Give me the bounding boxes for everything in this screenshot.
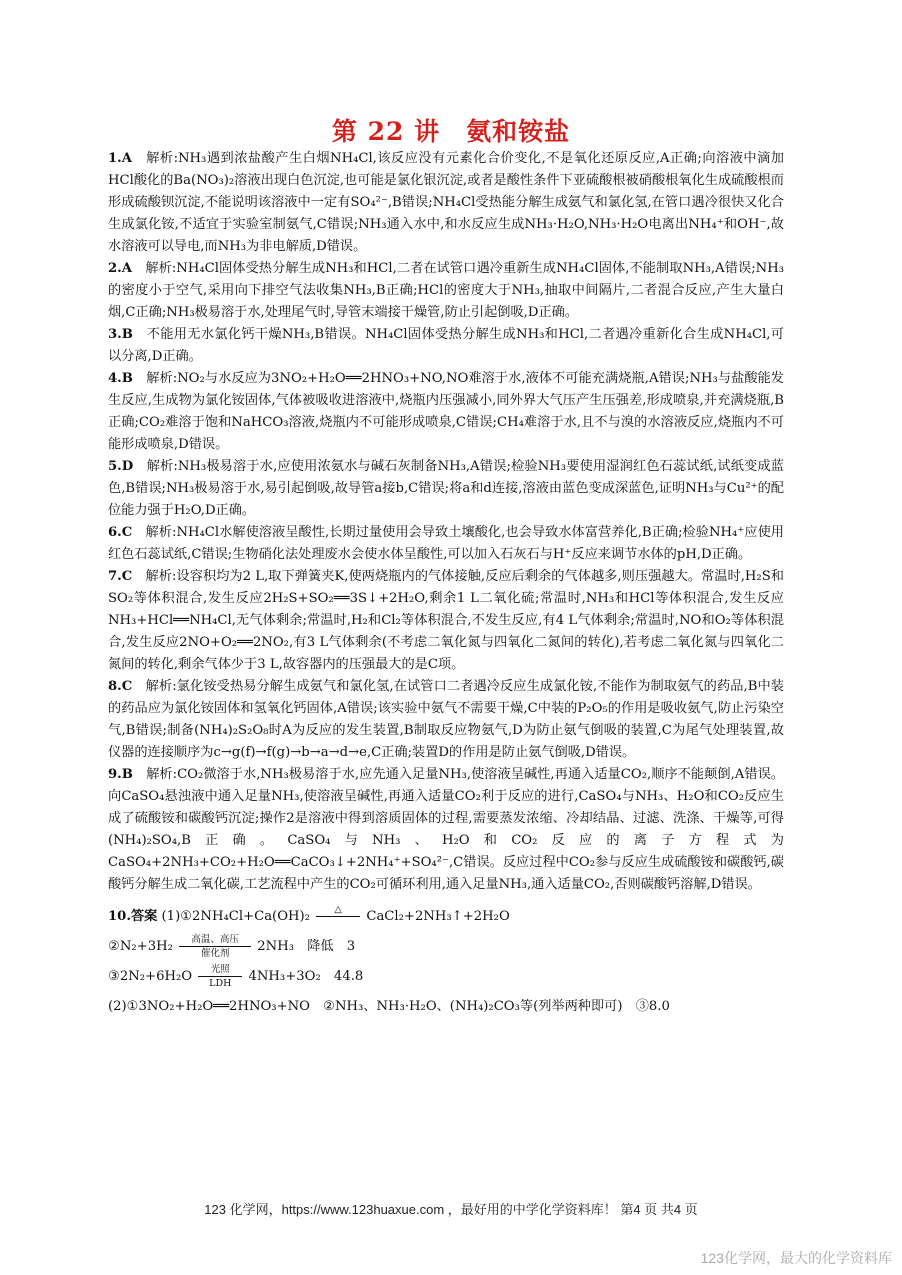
- answer-item-1: [108, 148, 784, 258]
- condition-bottom: LDH: [209, 978, 232, 989]
- equation-left: ②N₂+3H₂: [108, 939, 173, 954]
- reaction-arrow: [198, 976, 242, 977]
- answer-10-line-1: [108, 902, 784, 932]
- reaction-condition: [198, 964, 242, 989]
- item-number: 2.A: [108, 261, 132, 276]
- condition-top: 光照: [210, 964, 230, 975]
- item-number: 6.C: [108, 525, 133, 540]
- item-number: 7.C: [108, 569, 133, 584]
- answer-10-line-2: [108, 932, 784, 962]
- page-title: 第 22 讲 氨和铵盐: [331, 117, 571, 146]
- equation-right: 2NH₃ 降低 3: [257, 939, 356, 954]
- equation-right: CaCl₂+2NH₃↑+2H₂O: [366, 909, 510, 924]
- answer-item-9: [108, 764, 784, 896]
- item-number: 5.D: [108, 459, 134, 474]
- item-number: 3.B: [108, 327, 133, 342]
- answer-item-3: [108, 324, 784, 368]
- item-number: 8.C: [108, 679, 133, 694]
- answer-item-4: [108, 368, 784, 456]
- solution-body: [108, 148, 784, 1022]
- watermark: 123化学网，最大的化学资料库: [700, 1250, 892, 1266]
- item-text: 解析:NH₄Cl水解使溶液呈酸性,长期过量使用会导致土壤酸化,也会导致水体富营养化,B正确;检验NH₄⁺应使用红色石蕊试纸,C错误;生物硝化法处理废水会使水体呈酸性,可以加入石灰石与H⁺反应来调节水体的pH,D正确。: [108, 525, 784, 562]
- answer-10-line-3: [108, 962, 784, 992]
- reaction-arrow: [316, 916, 360, 917]
- item-text: 解析:氯化铵受热易分解生成氨气和氯化氢,在试管口二者遇冷反应生成氯化铵,不能作为制取氨气的药品,B中装的药品应为氯化铵固体和氢氧化钙固体,A错误;该实验中氨气不需要干燥,C中装的P₂O₅的作用是吸收氨气,防止污染空气,B错误;制备(NH₄)₂S₂O₈时A为反应的发生装置,B制取反应物氨气,D为防止氨气倒吸的装置,C为尾气处理装置,故仪器的连接顺序为c→g(f)→f(g)→b→a→d→e,C正确;装置D的作用是防止氨气倒吸,D错误。: [108, 679, 784, 760]
- reaction-condition: [179, 934, 251, 959]
- answer-item-10: [108, 902, 784, 1022]
- answer-item-5: [108, 456, 784, 522]
- equation-left: (1)①2NH₄Cl+Ca(OH)₂: [161, 909, 310, 924]
- condition-top: 高温、高压: [191, 934, 239, 945]
- answer-item-7: [108, 566, 784, 676]
- item-text: 解析:设容积均为2 L,取下弹簧夹K,使两烧瓶内的气体接触,反应后剩余的气体越多,则压强越大。常温时,H₂S和SO₂等体积混合,发生反应2H₂S+SO₂══3S↓+2H₂O,剩余1 L二氧化硫;常温时,NH₃和HCl等体积混合,发生反应NH₃+HCl══NH₄Cl,无气体剩余;常温时,H₂和Cl₂等体积混合,不发生反应,有4 L气体剩余;常温时,NO和O₂等体积混合,发生反应2NO+O₂══2NO₂,有3 L气体剩余(不考虑二氧化氮与四氧化二氮间的转化),若考虑二氧化氮与四氧化二氮间的转化,剩余气体少于3 L,故容器内的压强最大的是C项。: [108, 569, 784, 672]
- item-number: 9.B: [108, 767, 133, 782]
- page-footer: 123 化学网，https://www.123huaxue.com ，最好用的中学化学资料库！ 第4 页 共4 页: [204, 1202, 698, 1217]
- item-text: 解析:NH₃极易溶于水,应使用浓氨水与碱石灰制备NH₃,A错误;检验NH₃要使用湿润红色石蕊试纸,试纸变成蓝色,B错误;NH₃极易溶于水,易引起倒吸,故导管a接b,C错误;将a和d连接,溶液由蓝色变成深蓝色,证明NH₃与Cu²⁺的配位能力强于H₂O,D正确。: [108, 459, 784, 518]
- item-number: 4.B: [108, 371, 133, 386]
- reaction-condition: [316, 904, 360, 929]
- equation-right: 4NH₃+3O₂ 44.8: [248, 969, 364, 984]
- answer-item-8: [108, 676, 784, 764]
- answer-10-line-4: (2)①3NO₂+H₂O══2HNO₃+NO ②NH₃、NH₃·H₂O、(NH₄)₂CO₃等(列举两种即可) ③8.0: [108, 999, 670, 1014]
- condition-top: △: [334, 904, 342, 915]
- item-text: 解析:CO₂微溶于水,NH₃极易溶于水,应先通入足量NH₃,使溶液呈碱性,再通入适量CO₂,顺序不能颠倒,A错误。向CaSO₄悬浊液中通入足量NH₃,使溶液呈碱性,再通入适量CO₂利于反应的进行,CaSO₄与NH₃、H₂O和CO₂反应生成了硫酸铵和碳酸钙沉淀;操作2是溶液中得到溶质固体的过程,需要蒸发浓缩、冷却结晶、过滤、洗涤、干燥等,可得(NH₄)₂SO₄,B正确。CaSO₄与NH₃、H₂O和CO₂反应的离子方程式为CaSO₄+2NH₃+CO₂+H₂O══CaCO₃↓+2NH₄⁺+SO₄²⁻,C错误。反应过程中CO₂参与反应生成硫酸铵和碳酸钙,碳酸钙分解生成二氧化碳,工艺流程中产生的CO₂可循环利用,通入足量NH₃,通入适量CO₂,否则碳酸钙溶解,D错误。: [108, 767, 784, 892]
- item-text: 解析:NO₂与水反应为3NO₂+H₂O══2HNO₃+NO,NO难溶于水,液体不可能充满烧瓶,A错误;NH₃与盐酸能发生反应,生成物为氯化铵固体,气体被吸收进溶液中,烧瓶内压强减小,同外界大气压产生压强差,形成喷泉,并充满烧瓶,B正确;CO₂难溶于饱和NaHCO₃溶液,烧瓶内不可能形成喷泉,C错误;CH₄难溶于水,且不与溴的水溶液反应,烧瓶内不可能形成喷泉,D错误。: [108, 371, 784, 452]
- answer-item-2: [108, 258, 784, 324]
- item-text: 不能用无水氯化钙干燥NH₃,B错误。NH₄Cl固体受热分解生成NH₃和HCl,二者遇冷重新化合生成NH₄Cl,可以分离,D正确。: [108, 327, 784, 364]
- equation-left: ③2N₂+6H₂O: [108, 969, 193, 984]
- item-number: 1.A: [108, 151, 132, 166]
- item-number: 10.答案: [108, 909, 158, 924]
- answer-item-6: [108, 522, 784, 566]
- item-text: 解析:NH₄Cl固体受热分解生成NH₃和HCl,二者在试管口遇冷重新生成NH₄Cl固体,不能制取NH₃,A错误;NH₃的密度小于空气,采用向下排空气法收集NH₃,B正确;HCl的密度大于NH₃,抽取中间隔片,二者混合反应,产生大量白烟,C正确;NH₃极易溶于水,处理尾气时,导管末端接干燥管,防止引起倒吸,D正确。: [108, 261, 784, 320]
- item-text: 解析:NH₃遇到浓盐酸产生白烟NH₄Cl,该反应没有元素化合价变化,不是氧化还原反应,A正确;向溶液中滴加HCl酸化的Ba(NO₃)₂溶液出现白色沉淀,也可能是氯化银沉淀,或者是酸性条件下亚硫酸根被硝酸根氧化生成硫酸根而形成硫酸钡沉淀,不能说明该溶液中一定有SO₄²⁻,B错误;NH₄Cl受热能分解生成氨气和氯化氢,在管口遇冷很快又化合生成氯化铵,不适宜于实验室制氨气,C错误;NH₃通入水中,和水反应生成NH₃·H₂O,NH₃·H₂O电离出NH₄⁺和OH⁻,故水溶液可以导电,而NH₃为非电解质,D错误。: [108, 151, 784, 254]
- reaction-arrow: [179, 946, 251, 947]
- condition-bottom: 催化剂: [200, 948, 230, 959]
